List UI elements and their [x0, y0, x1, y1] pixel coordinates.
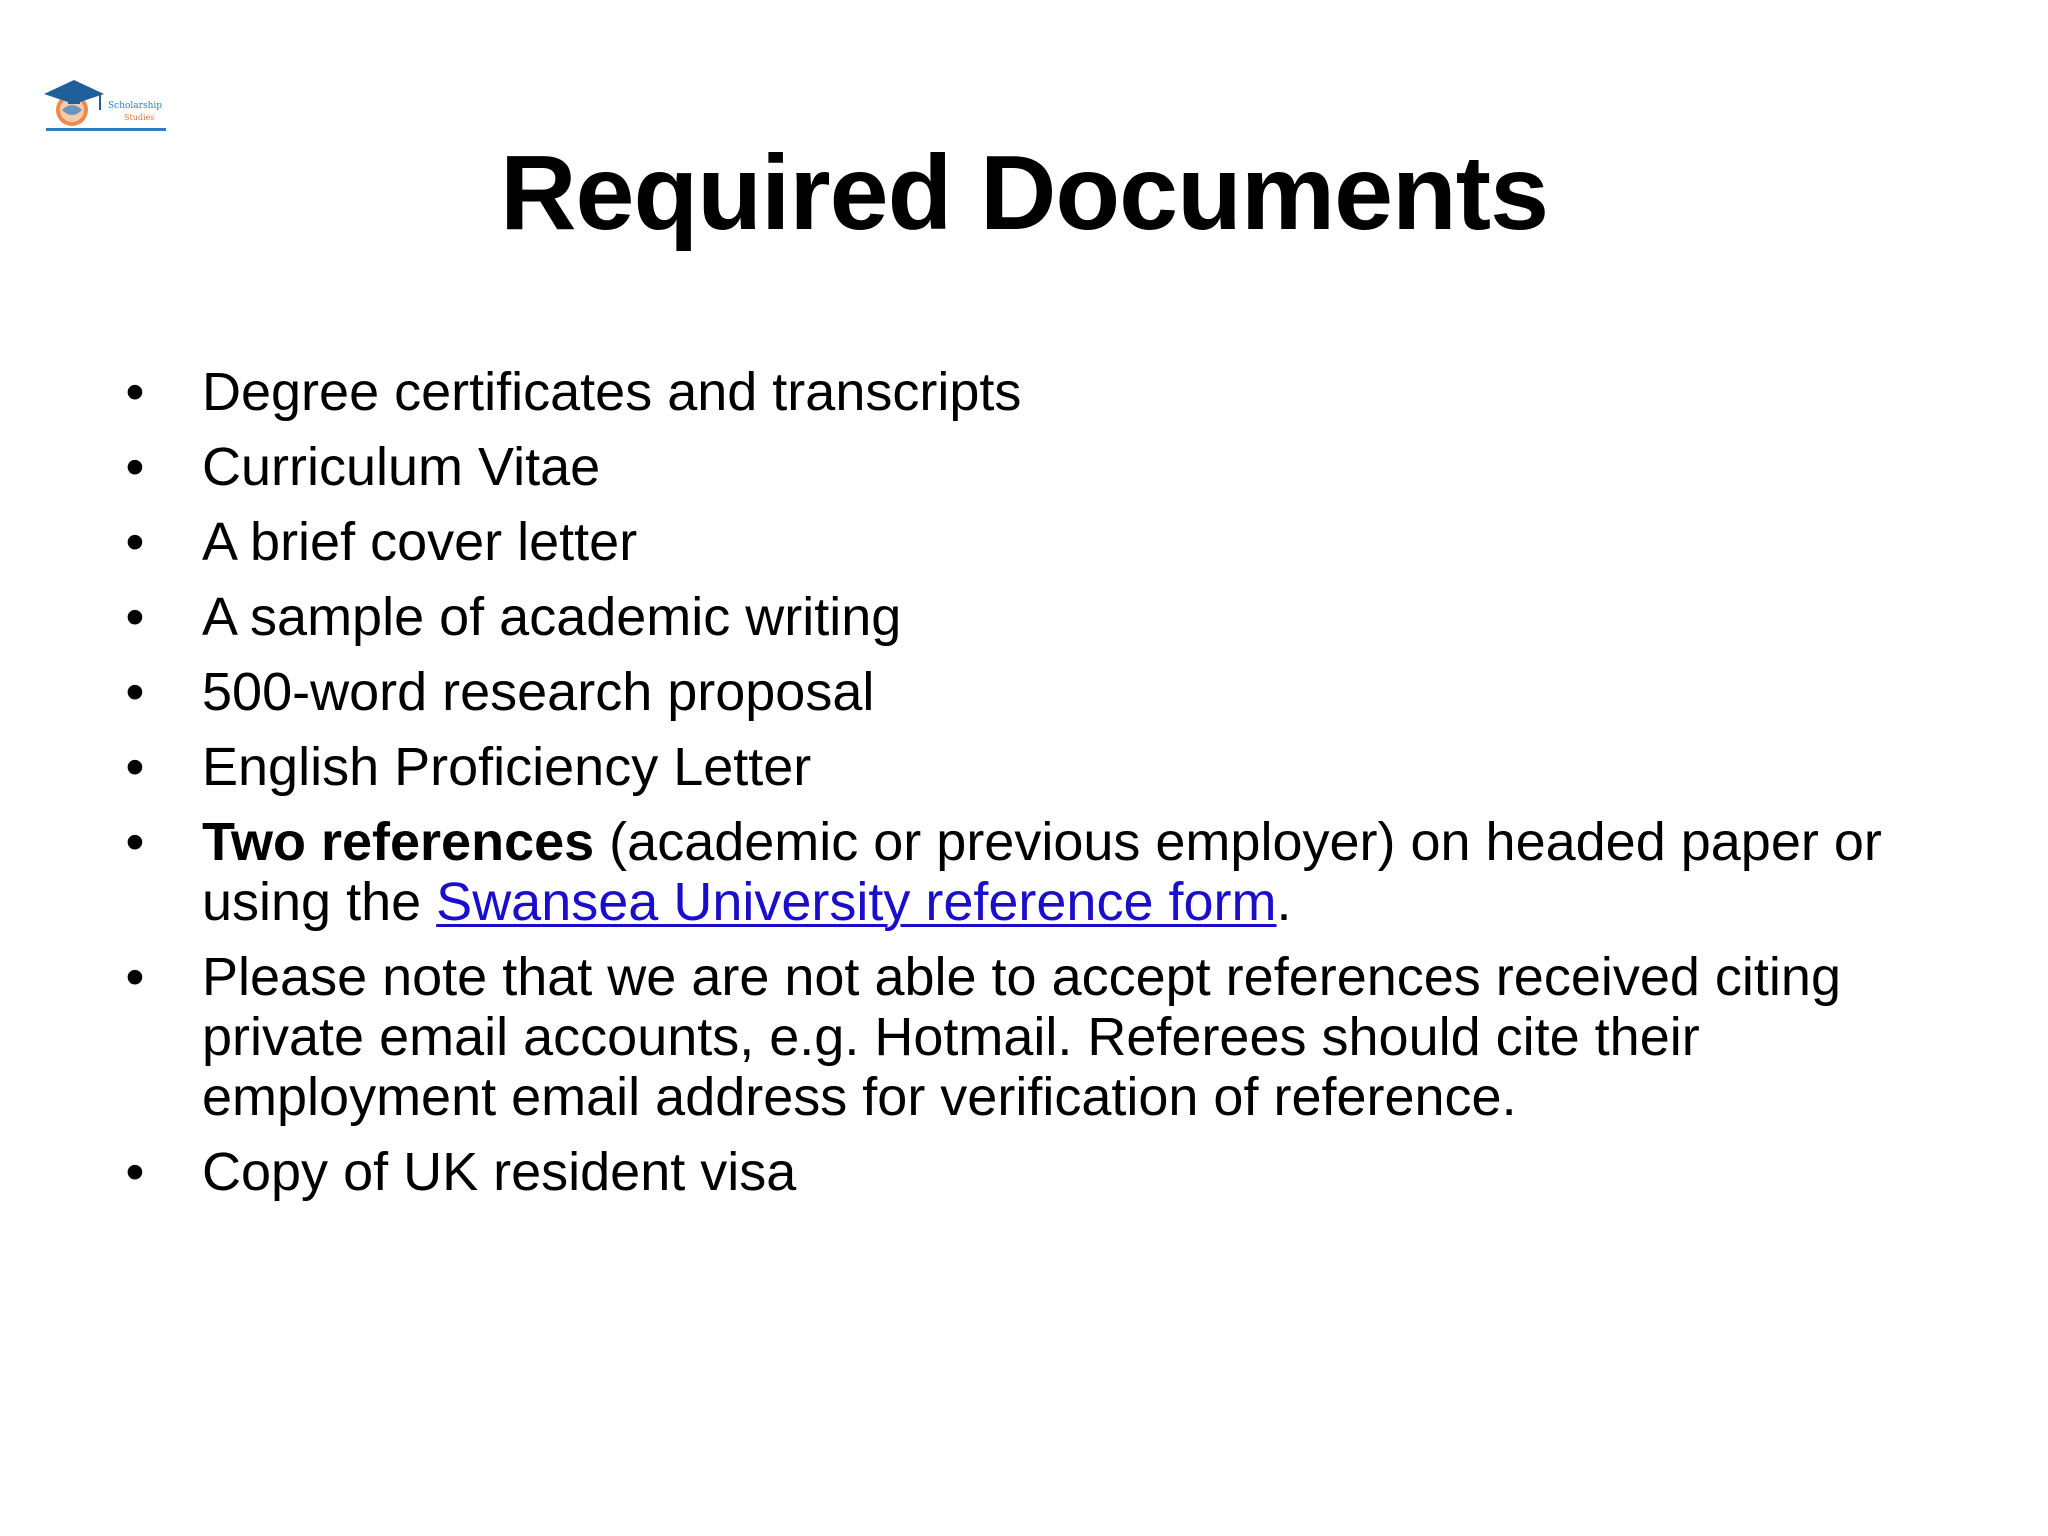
list-item-text: A brief cover letter — [202, 512, 638, 572]
svg-text:Studies: Studies — [124, 113, 155, 122]
references-bold-text: Two references — [202, 812, 595, 872]
slide-title: Required Documents — [499, 134, 1549, 252]
list-item-text: A sample of academic writing — [202, 587, 902, 647]
bullet-icon: • — [125, 662, 145, 722]
references-text: (academic or previous employer) on headed paper or using the — [202, 812, 1882, 932]
list-item-references — [120, 812, 1980, 932]
list-item-text: Curriculum Vitae — [202, 437, 601, 497]
list-item — [120, 947, 1980, 1127]
bullet-icon: • — [125, 737, 145, 797]
list-item-text: Degree certificates and transcripts — [202, 362, 1022, 422]
list-item-text: 500-word research proposal — [202, 662, 875, 722]
graduation-cap-globe-icon — [38, 74, 172, 136]
bullet-icon: • — [125, 587, 145, 647]
list-item — [120, 662, 1980, 722]
list-item — [120, 1142, 1980, 1202]
bullet-icon: • — [125, 947, 145, 1007]
list-item — [120, 362, 1980, 422]
required-documents-list — [120, 362, 1980, 1217]
list-item — [120, 587, 1980, 647]
references-period: . — [1276, 872, 1292, 932]
logo — [38, 74, 172, 136]
bullet-icon: • — [125, 1142, 145, 1202]
bullet-icon: • — [125, 437, 145, 497]
svg-text:Scholarship: Scholarship — [108, 101, 163, 111]
swansea-reference-form-link[interactable]: Swansea University reference form — [436, 872, 1277, 932]
list-item — [120, 512, 1980, 572]
list-item-text: Copy of UK resident visa — [202, 1142, 797, 1202]
bullet-icon: • — [125, 512, 145, 572]
list-item — [120, 437, 1980, 497]
list-item-text: Please note that we are not able to accept references received citing private email accounts, e.g. Hotmail. Referees should cite their employment email address for verification of reference. — [202, 947, 1841, 1127]
bullet-icon: • — [125, 812, 145, 872]
list-item-text: English Proficiency Letter — [202, 737, 812, 797]
list-item — [120, 737, 1980, 797]
bullet-icon: • — [125, 362, 145, 422]
